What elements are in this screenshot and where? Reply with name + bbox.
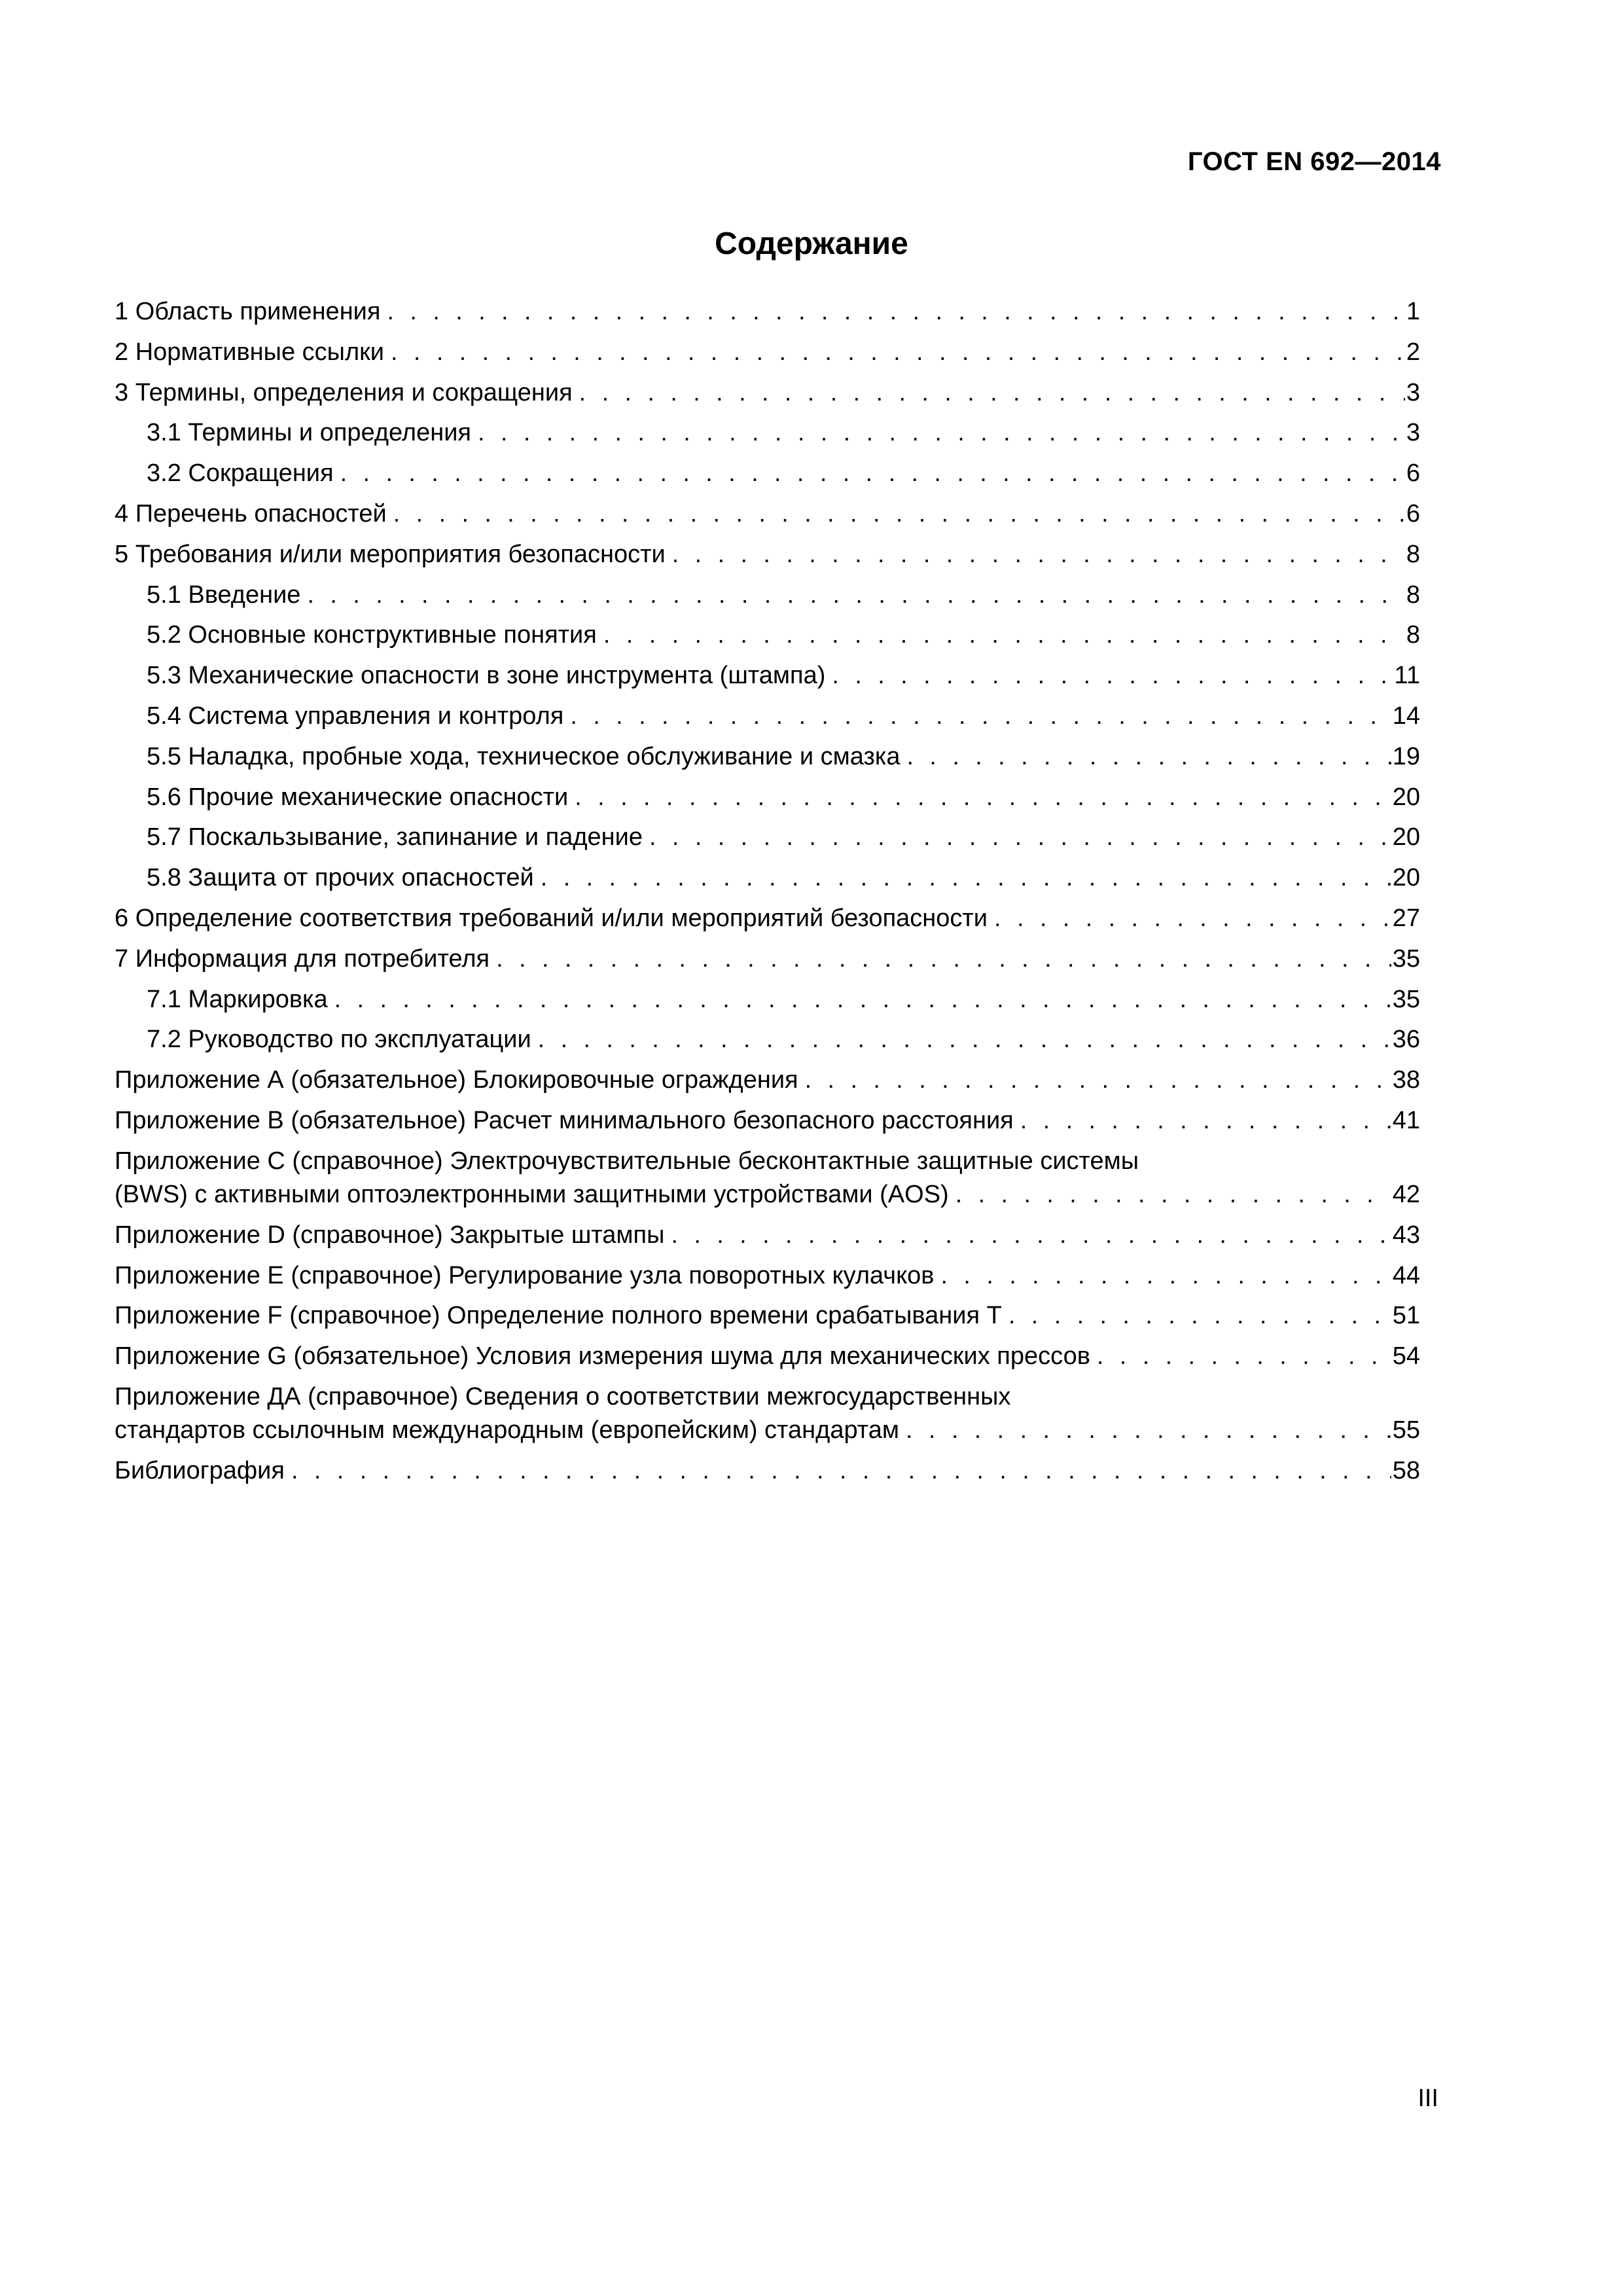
toc-entry[interactable] <box>115 1060 1420 1101</box>
dot-leader <box>805 1060 1391 1101</box>
toc-entry-page-number: 8 <box>1406 621 1420 649</box>
dot-leader <box>307 575 1404 616</box>
toc-entry[interactable] <box>115 778 1420 818</box>
toc-entry-page-number: 38 <box>1392 1066 1420 1094</box>
dot-leader <box>496 939 1391 980</box>
toc-entry[interactable] <box>115 373 1420 414</box>
toc-entry-page-number: 19 <box>1392 742 1420 770</box>
toc-entry[interactable] <box>115 1377 1420 1451</box>
dot-leader <box>907 737 1391 778</box>
toc-entry-title: 5.7 Поскальзывание, запинание и падение <box>147 823 643 852</box>
toc-entry[interactable] <box>115 494 1420 535</box>
toc-entry[interactable] <box>115 939 1420 980</box>
toc-entry-page-number: 1 <box>1406 298 1420 325</box>
toc-entry[interactable] <box>115 292 1420 332</box>
dot-leader <box>541 858 1391 899</box>
toc-entry-title: Библиография <box>115 1456 285 1484</box>
toc-entry-title: Приложение F (справочное) Определение полного времени срабатывания Т <box>115 1302 1002 1330</box>
table-of-contents <box>115 292 1420 1492</box>
dot-leader <box>940 1256 1391 1297</box>
dot-leader <box>570 696 1391 737</box>
toc-entry[interactable] <box>115 615 1420 656</box>
toc-entry-page-number: 20 <box>1392 783 1420 811</box>
toc-entry-title: 3.2 Сокращения <box>147 459 334 488</box>
page-title: Содержание <box>715 226 908 261</box>
dot-leader <box>391 332 1405 373</box>
toc-entry-title: 5.2 Основные конструктивные понятия <box>147 621 597 649</box>
toc-entry-page-number: 6 <box>1406 499 1420 528</box>
toc-entry-page-number: 2 <box>1406 338 1420 366</box>
toc-entry-title: 3.1 Термины и определения <box>147 419 472 447</box>
toc-entry-page-number: 27 <box>1392 904 1420 932</box>
dot-leader <box>603 615 1405 656</box>
dot-leader <box>832 656 1393 696</box>
dot-leader <box>955 1178 1391 1211</box>
dot-leader <box>994 899 1391 939</box>
toc-entry-title: 5.4 Система управления и контроля <box>147 702 564 730</box>
toc-entry[interactable] <box>115 1101 1420 1141</box>
toc-entry[interactable] <box>115 817 1420 858</box>
toc-entry-page-number: 6 <box>1406 459 1420 488</box>
toc-entry[interactable] <box>115 1020 1420 1060</box>
toc-entry[interactable] <box>115 1336 1420 1377</box>
toc-entry-page-number: 20 <box>1392 864 1420 892</box>
toc-entry-title: 2 Нормативные ссылки <box>115 338 384 366</box>
toc-entry-page-number: 55 <box>1392 1416 1420 1444</box>
toc-entry[interactable] <box>115 1256 1420 1297</box>
toc-entry-title: Приложение D (справочное) Закрытые штампы <box>115 1221 665 1249</box>
toc-entry-page-number: 20 <box>1392 823 1420 852</box>
toc-entry-page-number: 11 <box>1394 662 1420 690</box>
page-number: III <box>1418 2085 1438 2112</box>
toc-entry-page-number: 41 <box>1392 1106 1420 1134</box>
toc-entry-page-number: 3 <box>1406 419 1420 447</box>
toc-entry[interactable] <box>115 696 1420 737</box>
toc-entry-page-number: 42 <box>1392 1180 1420 1208</box>
toc-entry[interactable] <box>115 899 1420 939</box>
toc-entry-page-number: 54 <box>1392 1342 1420 1371</box>
toc-entry[interactable] <box>115 454 1420 494</box>
toc-entry-page-number: 44 <box>1392 1261 1420 1289</box>
toc-entry-title-continuation: стандартов ссылочным международным (европейским) стандартам <box>115 1416 899 1444</box>
toc-entry[interactable] <box>115 332 1420 373</box>
toc-entry-continuation <box>115 1414 1420 1447</box>
dot-leader <box>478 413 1405 454</box>
toc-entry-title: Приложение В (обязательное) Расчет минимального безопасного расстояния <box>115 1106 1014 1134</box>
toc-entry-page-number: 35 <box>1392 944 1420 973</box>
toc-entry-title: 7.2 Руководство по эксплуатации <box>147 1026 531 1054</box>
toc-entry[interactable] <box>115 535 1420 575</box>
toc-entry-title: Приложение С (справочное) Электрочувствительные бесконтактные защитные системы <box>115 1147 1139 1175</box>
dot-leader <box>538 1020 1391 1060</box>
toc-entry-continuation <box>115 1178 1420 1211</box>
toc-entry[interactable] <box>115 737 1420 778</box>
dot-leader <box>393 494 1405 535</box>
toc-entry-page-number: 51 <box>1392 1302 1420 1330</box>
toc-entry-page-number: 3 <box>1406 378 1420 406</box>
toc-entry-title: 7.1 Маркировка <box>147 985 328 1013</box>
dot-leader <box>575 778 1391 818</box>
toc-entry-title: 7 Информация для потребителя <box>115 944 490 973</box>
toc-entry[interactable] <box>115 575 1420 616</box>
toc-entry[interactable] <box>115 656 1420 696</box>
toc-entry-page-number: 14 <box>1392 702 1420 730</box>
dot-leader <box>1020 1101 1391 1141</box>
toc-entry-title: 6 Определение соответствия требований и/или мероприятий безопасности <box>115 904 988 932</box>
toc-entry-title: 3 Термины, определения и сокращения <box>115 378 573 406</box>
dot-leader <box>906 1414 1391 1447</box>
toc-entry-title: 5.6 Прочие механические опасности <box>147 783 569 811</box>
toc-entry-title: Приложение ДА (справочное) Сведения о соответствии межгосударственных <box>115 1382 1011 1410</box>
dot-leader <box>340 454 1405 494</box>
toc-entry-title: Приложение А (обязательное) Блокировочные ограждения <box>115 1066 798 1094</box>
toc-entry[interactable] <box>115 1141 1420 1215</box>
toc-entry-title: 4 Перечень опасностей <box>115 499 387 528</box>
toc-entry[interactable] <box>115 980 1420 1020</box>
toc-entry[interactable] <box>115 858 1420 899</box>
toc-entry-title: 1 Область применения <box>115 298 381 325</box>
document-id-header: ГОСТ EN 692—2014 <box>1187 147 1441 176</box>
toc-entry-title: 5 Требования и/или мероприятия безопасности <box>115 540 666 568</box>
toc-entry-page-number: 8 <box>1406 540 1420 568</box>
toc-entry-page-number: 8 <box>1406 581 1420 609</box>
toc-entry-title: Приложение Е (справочное) Регулирование узла поворотных кулачков <box>115 1261 935 1289</box>
toc-entry[interactable] <box>115 1451 1420 1492</box>
toc-entry-title: 5.5 Наладка, пробные хода, техническое обслуживание и смазка <box>147 742 901 770</box>
toc-entry-title: Приложение G (обязательное) Условия измерения шума для механических прессов <box>115 1342 1090 1371</box>
dot-leader <box>579 373 1405 414</box>
toc-entry-page-number: 35 <box>1392 985 1420 1013</box>
dot-leader <box>334 980 1391 1020</box>
dot-leader <box>387 292 1404 332</box>
toc-entry[interactable] <box>115 1215 1420 1256</box>
toc-entry-title: 5.1 Введение <box>147 581 301 609</box>
toc-entry-title-continuation: (BWS) с активными оптоэлектронными защитными устройствами (AOS) <box>115 1180 949 1208</box>
dot-leader <box>649 817 1391 858</box>
toc-entry-page-number: 43 <box>1392 1221 1420 1249</box>
dot-leader <box>671 1215 1391 1256</box>
toc-entry-title: 5.8 Защита от прочих опасностей <box>147 864 534 892</box>
toc-entry-page-number: 58 <box>1392 1456 1420 1484</box>
dot-leader <box>1097 1336 1391 1377</box>
dot-leader <box>1008 1296 1391 1336</box>
toc-entry-page-number: 36 <box>1392 1026 1420 1054</box>
toc-entry-title: 5.3 Механические опасности в зоне инструмента (штампа) <box>147 662 826 690</box>
toc-entry[interactable] <box>115 413 1420 454</box>
dot-leader <box>672 535 1405 575</box>
toc-entry[interactable] <box>115 1296 1420 1336</box>
dot-leader <box>291 1451 1391 1492</box>
